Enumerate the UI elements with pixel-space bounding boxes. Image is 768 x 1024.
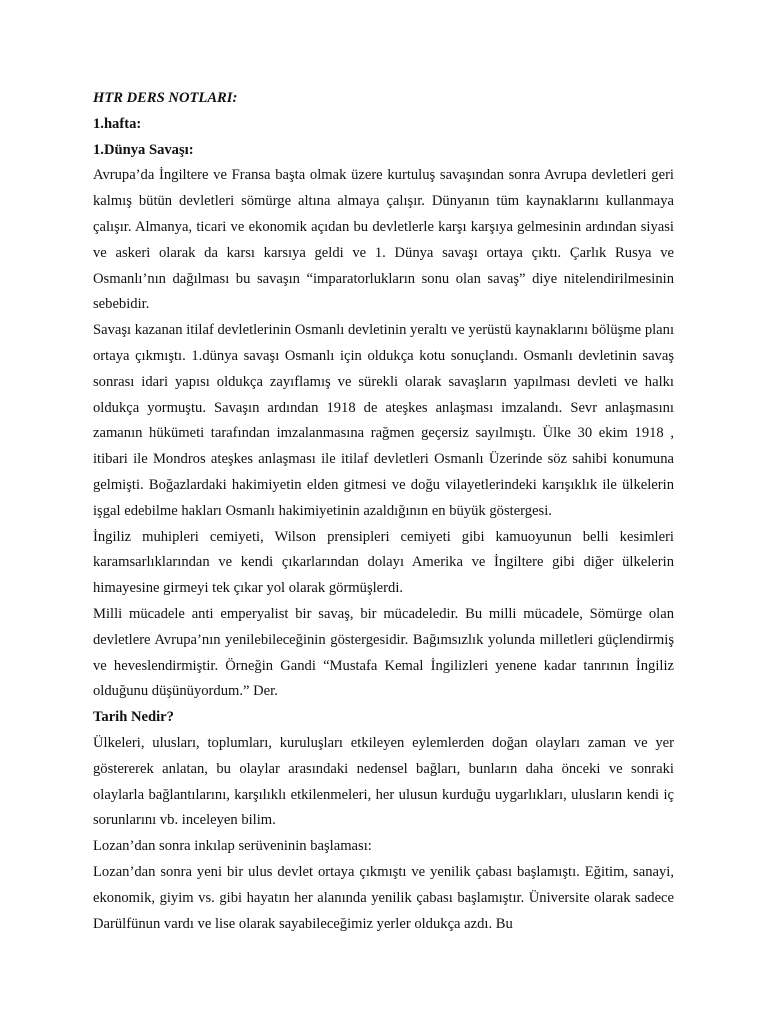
paragraph-europe-colonialism: Avrupa’da İngiltere ve Fransa başta olmak üzere kurtuluş savaşından sonra Avrupa devletleri geri kalmış bütün devletleri sömürge altına almaya çalışır. Dünyanın tüm kaynaklarını kullanmaya çalışır. Almanya, ticari ve ekonomik açıdan bu devletlerle karşı karşıya gelmesinin ardından siyasi ve askeri olarak da karsı karsıya geldi ve 1. Dünya savaşı ortaya çıktı. Çarlık Rusya ve Osmanlı’nın dağılması bu savaşın “imparatorlukların sonu olan savaş” diye nitelendirilmesinin sebebidir. [93, 167, 674, 313]
paragraph-mandate-societies: İngiliz muhipleri cemiyeti, Wilson prensipleri cemiyeti gibi kamuoyunun belli kesimleri karamsarlıklarından ve kendi çıkarlarından dolayı Amerika ve İngiltere gibi diğer ülkelerin himayesine girmeyi tek çıkar yol olarak görmüşlerdi. [93, 528, 674, 597]
paragraph-national-struggle: Milli mücadele anti emperyalist bir savaş, bir mücadeledir. Bu milli mücadele, Sömürge olan devletlere Avrupa’nın yenilebileceğinin göstergesidir. Bağımsızlık yolunda milletleri güçlendirmiş ve heveslendirmiştir. Örneğin Gandi “Mustafa Kemal İngilizleri yenene kadar tanrının İngiliz olduğunu düşünüyordum.” Der. [93, 605, 674, 700]
document-title: HTR DERS NOTLARI: [93, 90, 238, 106]
paragraph-history-definition: Ülkeleri, ulusları, toplumları, kuruluşları etkileyen eylemlerden doğan olayları zaman ve yer göstererek anlatan, bu olaylar arasındaki nedensel bağları, bunların daha önceki ve sonraki olaylarla bağlantılarını, karşılıklı etkilenmeleri, her ulusun kurduğu uygarlıkları, ulusların kendi iç sorunlarını vb. inceleyen bilim. [93, 734, 674, 829]
section-heading-what-is-history: Tarih Nedir? [93, 709, 174, 726]
subheading-after-lausanne: Lozan’dan sonra inkılap serüveninin başlaması: [93, 838, 372, 855]
week-label: 1.hafta: [93, 115, 142, 132]
paragraph-entente-partition: Savaşı kazanan itilaf devletlerinin Osmanlı devletinin yeraltı ve yerüstü kaynaklarını bölüşme planı ortaya çıkmıştı. 1.dünya savaşı Osmanlı için oldukça kotu sonuçlandı. Osmanlı devletinin savaş sonrası idari yapısı oldukça zayıflamış ve sürekli olarak savaşların yapılması devleti ve halkı oldukça yormuştu. Savaşın ardından 1918 de ateşkes anlaşması imzalandı. Sevr anlaşmasını zamanın hükümeti tarafından imzalanmasına rağmen geçersiz sayılmıştı. Ülke 30 ekim 1918 , itibari ile Mondros ateşkes anlaşması ile itilaf devletleri Osmanlı Üzerinde söz sahibi konumuna gelmişti. Boğazlardaki hakimiyetin elden gitmesi ve doğu vilayetlerindeki karışıklık ile ülkelerin işgal edebilme hakları Osmanlı hakimiyetinin azaldığının en büyük göstergesi. [93, 322, 674, 519]
paragraph-reforms: Lozan’dan sonra yeni bir ulus devlet ortaya çıkmıştı ve yenilik çabası başlamıştı. Eğitim, sanayi, ekonomik, giyim vs. gibi hayatın her alanında yenilik çabası başlamıştır. Üniversite olarak sadece Darülfünun vardı ve lise olarak sayabileceğimiz yerler oldukça azdı. Bu [93, 863, 674, 932]
section-heading-ww1: 1.Dünya Savaşı: [93, 141, 194, 158]
document-body [93, 86, 674, 937]
